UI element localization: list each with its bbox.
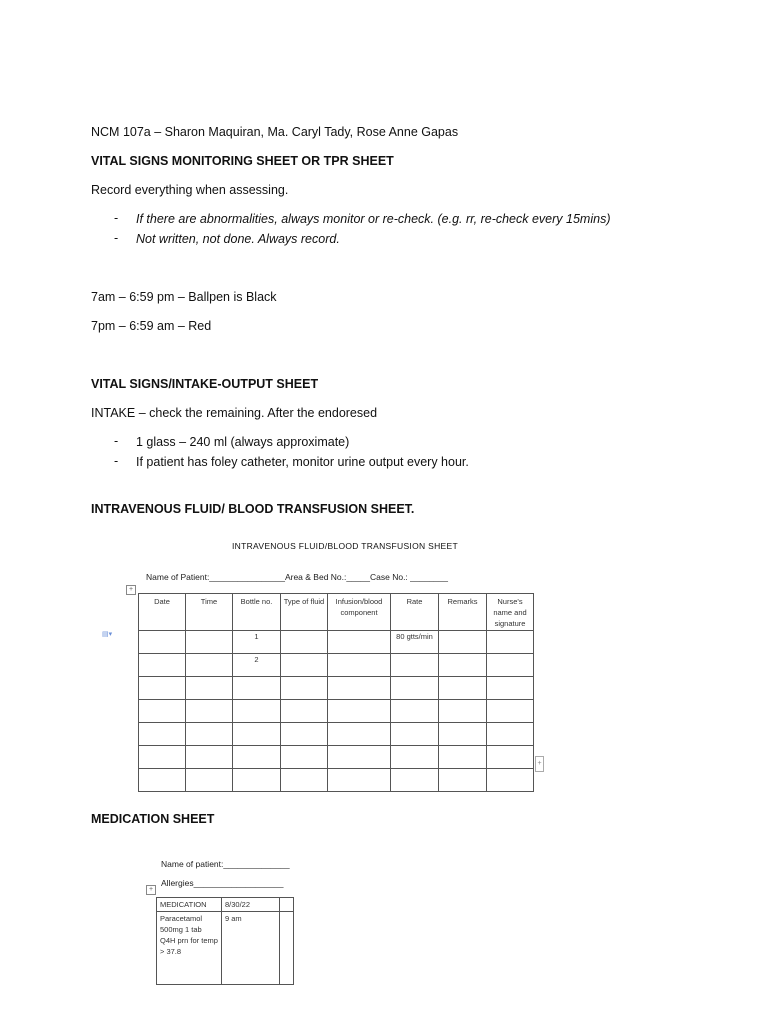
table-cell xyxy=(139,700,186,723)
table-move-icon[interactable]: + xyxy=(126,585,136,595)
table-cell xyxy=(487,723,534,746)
time-cell: 9 am xyxy=(222,912,280,985)
table-row xyxy=(139,654,534,677)
col-header-remarks: Remarks xyxy=(439,594,487,631)
medication-table xyxy=(156,897,294,985)
med-allergies-line: Allergies___________________ xyxy=(161,878,284,888)
table-move-icon[interactable]: + xyxy=(146,885,156,895)
table-cell xyxy=(186,631,233,654)
col-header-time: Time xyxy=(186,594,233,631)
table-row xyxy=(139,723,534,746)
table-cell xyxy=(328,723,391,746)
table-cell xyxy=(487,700,534,723)
table-cell xyxy=(233,769,281,792)
bullet-dash: - xyxy=(114,454,119,468)
table-cell xyxy=(328,631,391,654)
col-header-bottle: Bottle no. xyxy=(233,594,281,631)
shift-day-line: 7am – 6:59 pm – Ballpen is Black xyxy=(91,290,277,304)
table-row xyxy=(139,677,534,700)
iv-patient-line: Name of Patient:________________Area & Bed No.:_____Case No.: ________ xyxy=(146,572,448,582)
table-cell xyxy=(281,654,328,677)
record-line: Record everything when assessing. xyxy=(91,183,289,197)
table-cell xyxy=(439,631,487,654)
table-cell xyxy=(139,723,186,746)
bullet-glass: 1 glass – 240 ml (always approximate) xyxy=(136,435,350,449)
table-cell xyxy=(487,654,534,677)
table-cell: 1 xyxy=(233,631,281,654)
table-cell xyxy=(139,677,186,700)
table-cell xyxy=(487,769,534,792)
table-cell xyxy=(439,654,487,677)
table-cell xyxy=(186,746,233,769)
heading-intake-output: VITAL SIGNS/INTAKE-OUTPUT SHEET xyxy=(91,377,319,391)
table-row xyxy=(157,912,294,985)
table-cell xyxy=(233,677,281,700)
table-cell xyxy=(439,723,487,746)
col-header-infusion: Infusion/blood component xyxy=(328,594,391,631)
table-cell xyxy=(487,746,534,769)
bullet-dash: - xyxy=(114,434,119,448)
table-cell xyxy=(439,677,487,700)
table-cell xyxy=(281,677,328,700)
heading-iv-sheet: INTRAVENOUS FLUID/ BLOOD TRANSFUSION SHEET. xyxy=(91,502,415,516)
bullet-not-written: Not written, not done. Always record. xyxy=(136,232,340,246)
bullet-dash: - xyxy=(114,211,119,225)
bullet-abnormalities: If there are abnormalities, always monitor or re-check. (e.g. rr, re-check every 15mins) xyxy=(136,212,611,226)
bullet-foley: If patient has foley catheter, monitor urine output every hour. xyxy=(136,455,469,469)
table-cell xyxy=(391,723,439,746)
col-header-nurse: Nurse's name and signature xyxy=(487,594,534,631)
col-header-medication: MEDICATION xyxy=(157,898,222,912)
table-cell xyxy=(439,700,487,723)
medication-cell: Paracetamol 500mg 1 tab Q4H prn for temp > 37.8 xyxy=(157,912,222,985)
table-row xyxy=(139,746,534,769)
table-cell xyxy=(186,677,233,700)
table-cell xyxy=(280,898,294,912)
table-resize-icon[interactable]: + xyxy=(535,756,544,772)
table-cell xyxy=(391,700,439,723)
table-cell xyxy=(139,631,186,654)
iv-sheet-table xyxy=(138,593,534,792)
table-cell xyxy=(186,769,233,792)
table-cell: 80 gtts/min xyxy=(391,631,439,654)
med-patient-line: Name of patient:______________ xyxy=(161,859,290,869)
table-cell xyxy=(391,677,439,700)
col-header-date: Date xyxy=(139,594,186,631)
table-header-row xyxy=(157,898,294,912)
col-header-date: 8/30/22 xyxy=(222,898,280,912)
table-cell xyxy=(328,769,391,792)
table-cell xyxy=(233,746,281,769)
table-cell xyxy=(139,769,186,792)
table-row xyxy=(139,700,534,723)
table-cell xyxy=(439,746,487,769)
table-cell xyxy=(139,746,186,769)
table-cell xyxy=(280,912,294,985)
table-cell xyxy=(487,631,534,654)
table-row xyxy=(139,769,534,792)
table-cell xyxy=(186,700,233,723)
table-cell xyxy=(281,700,328,723)
table-cell xyxy=(328,654,391,677)
table-cell xyxy=(391,769,439,792)
table-cell xyxy=(328,677,391,700)
table-cell xyxy=(328,700,391,723)
table-cell: 2 xyxy=(233,654,281,677)
col-header-rate: Rate xyxy=(391,594,439,631)
table-cell xyxy=(439,769,487,792)
table-cell xyxy=(487,677,534,700)
heading-medication-sheet: MEDICATION SHEET xyxy=(91,812,215,826)
table-cell xyxy=(233,723,281,746)
heading-vital-signs: VITAL SIGNS MONITORING SHEET OR TPR SHEET xyxy=(91,154,394,168)
table-cell xyxy=(186,723,233,746)
table-cell xyxy=(139,654,186,677)
table-cell xyxy=(281,631,328,654)
paste-options-icon[interactable]: ▤▾ xyxy=(102,631,113,638)
table-cell xyxy=(281,723,328,746)
table-cell xyxy=(391,654,439,677)
col-header-fluid-type: Type of fluid xyxy=(281,594,328,631)
authors-line: NCM 107a – Sharon Maquiran, Ma. Caryl Tady, Rose Anne Gapas xyxy=(91,125,459,139)
intake-line: INTAKE – check the remaining. After the endoresed xyxy=(91,406,378,420)
table-row xyxy=(139,631,534,654)
shift-night-line: 7pm – 6:59 am – Red xyxy=(91,319,212,333)
table-cell xyxy=(281,769,328,792)
table-cell xyxy=(233,700,281,723)
table-cell xyxy=(391,746,439,769)
table-header-row xyxy=(139,594,534,631)
table-cell xyxy=(186,654,233,677)
iv-sheet-title: INTRAVENOUS FLUID/BLOOD TRANSFUSION SHEET xyxy=(232,541,458,551)
table-cell xyxy=(328,746,391,769)
bullet-dash: - xyxy=(114,231,119,245)
table-cell xyxy=(281,746,328,769)
